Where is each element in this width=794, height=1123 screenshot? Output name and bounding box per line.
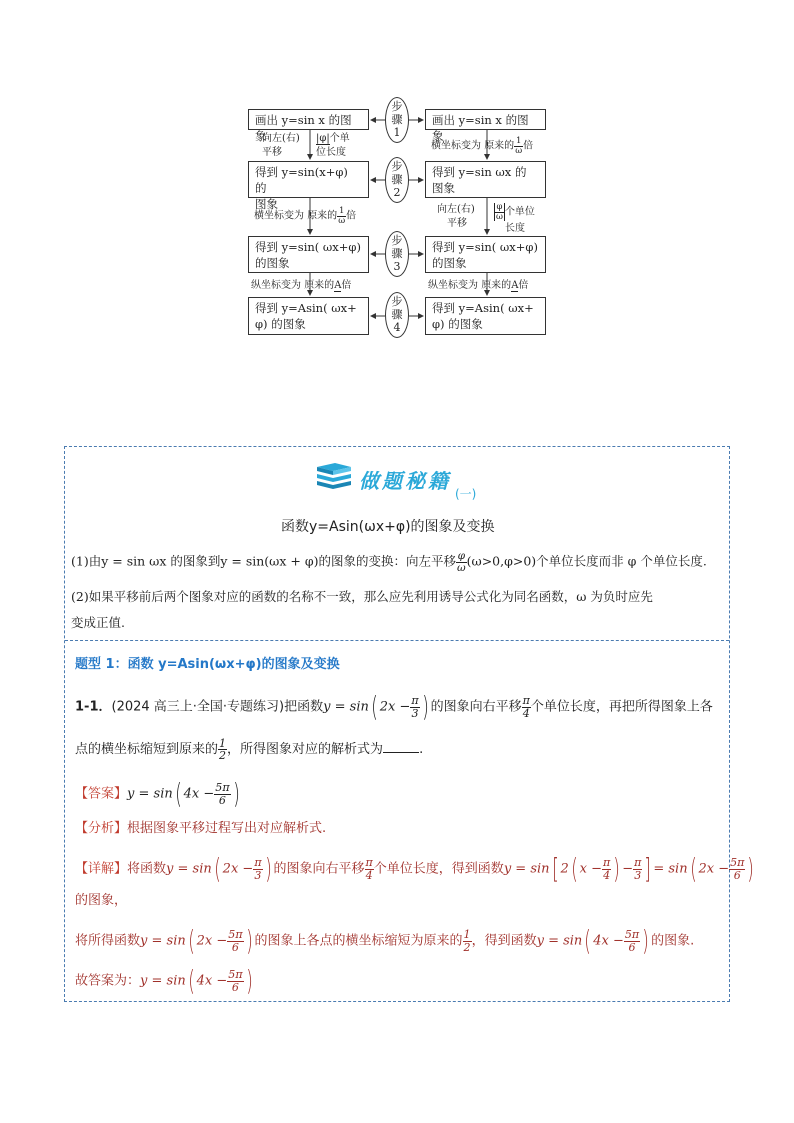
right-note-2a: 向左(右): [437, 204, 475, 215]
left-box-3: 得到 y=sin( ωx+φ) 的图象: [248, 236, 369, 273]
left-note-1d: 位长度: [316, 147, 346, 158]
question-line-2: 点的横坐标缩短到原来的 $\frac{1}{2}$ ，所得图象对应的解析式为 .: [75, 737, 424, 763]
analysis-line: 【分析】根据图象平移过程写出对应解析式.: [75, 821, 327, 836]
tips-paragraph-2a: (2)如果平移前后两个图象对应的函数的名称不一致，那么应先利用诱导公式化为同名函数，ω 为负时应先: [71, 589, 653, 604]
right-note-2b: 平移: [447, 218, 467, 229]
detail-line-2: 的图象，: [75, 893, 128, 908]
step-1-ellipse: 步 骤 1: [385, 97, 409, 143]
left-box-4: 得到 y=Asin( ωx+ φ) 的图象: [248, 297, 369, 335]
answer-blank: [383, 740, 419, 753]
tips-subtitle: 函数y=Asin(ωx+φ)的图象及变换: [281, 519, 495, 535]
right-box-2: 得到 y=sin ωx 的 图象: [425, 161, 546, 198]
right-box-4: 得到 y=Asin( ωx+ φ) 的图象: [425, 297, 546, 335]
right-box-1: 画出 y=sin x 的图象: [425, 109, 546, 130]
right-note-3: 纵坐标变为 原来的A倍: [428, 280, 529, 291]
left-note-1a: 向左(右): [262, 133, 300, 144]
right-note-2d: 长度: [505, 223, 525, 234]
final-answer-line: 故答案为：y = sin( 4x − $\frac{5\pi}{6}$ ): [75, 964, 253, 997]
flowchart-arrows: [0, 0, 794, 360]
topic-heading: 题型 1：函数 y=Asin(ωx+φ)的图象及变换: [75, 657, 340, 672]
tips-box: [64, 446, 755, 1002]
tips-header-sub: (一): [455, 487, 477, 501]
tips-paragraph-2b: 变成正值.: [71, 615, 125, 630]
left-note-1c: |φ|个单: [316, 133, 350, 144]
right-note-2c: $\frac{\varphi}{\omega}$ 个单位: [496, 202, 535, 222]
right-box-3: 得到 y=sin( ωx+φ) 的图象: [425, 236, 546, 273]
tips-paragraph-1: (1)由y = sin ωx 的图象到y = sin(ωx + φ)的图象的变换：向左平移 $\frac{\varphi}{\omega}$ (ω>0,φ>0)个单位长度而非 φ 个单位长度.: [71, 549, 707, 574]
step-2-ellipse: 步 骤 2: [385, 157, 409, 203]
detail-line-1: 【详解】将函数y = sin( 2x − $\frac{\pi}{3}$ ) 的图象向右平移 $\frac{\pi}{4}$ 个单位长度，得到函数y = sin[ 2( x − $\frac{\pi}{4}$ ) − $\frac{\pi}{3}$ ] = sin( 2x − $\frac{5\pi}{6}$ ): [75, 852, 755, 885]
question-line-1: 1-1．(2024 高三上·全国·专题练习)把函数y = sin( 2x − $\frac{\pi}{3}$ ) 的图象向右平移 $\frac{\pi}{4}$ 个单位长度，再把所得图象上各: [75, 690, 713, 723]
left-note-1b: 平移: [262, 147, 282, 158]
step-4-ellipse: 步 骤 4: [385, 292, 409, 338]
tips-separator: [65, 640, 729, 641]
step-3-ellipse: 步 骤 3: [385, 231, 409, 277]
answer-line: 【答案】y = sin( 4x − $\frac{5\pi}{6}$ ): [75, 777, 240, 810]
left-box-2: 得到 y=sin(x+φ) 的 图象: [248, 161, 369, 198]
books-icon: [315, 461, 353, 491]
left-note-2: 横坐标变为 原来的 $\frac{1}{\omega}$ 倍: [254, 206, 357, 226]
tips-header-title: 做题秘籍: [359, 469, 451, 493]
detail-line-3: 将所得函数y = sin( 2x − $\frac{5\pi}{6}$ ) 的图象上各点的横坐标缩短为原来的 $\frac{1}{2}$ ，得到函数y = sin( 4x − $\frac{5\pi}{6}$ ) 的图象.: [75, 924, 695, 957]
right-note-1: 横坐标变为 原来的 $\frac{1}{\omega}$ 倍: [431, 136, 534, 156]
left-note-3: 纵坐标变为 原来的A倍: [251, 280, 352, 291]
left-box-1: 画出 y=sin x 的图象: [248, 109, 369, 130]
